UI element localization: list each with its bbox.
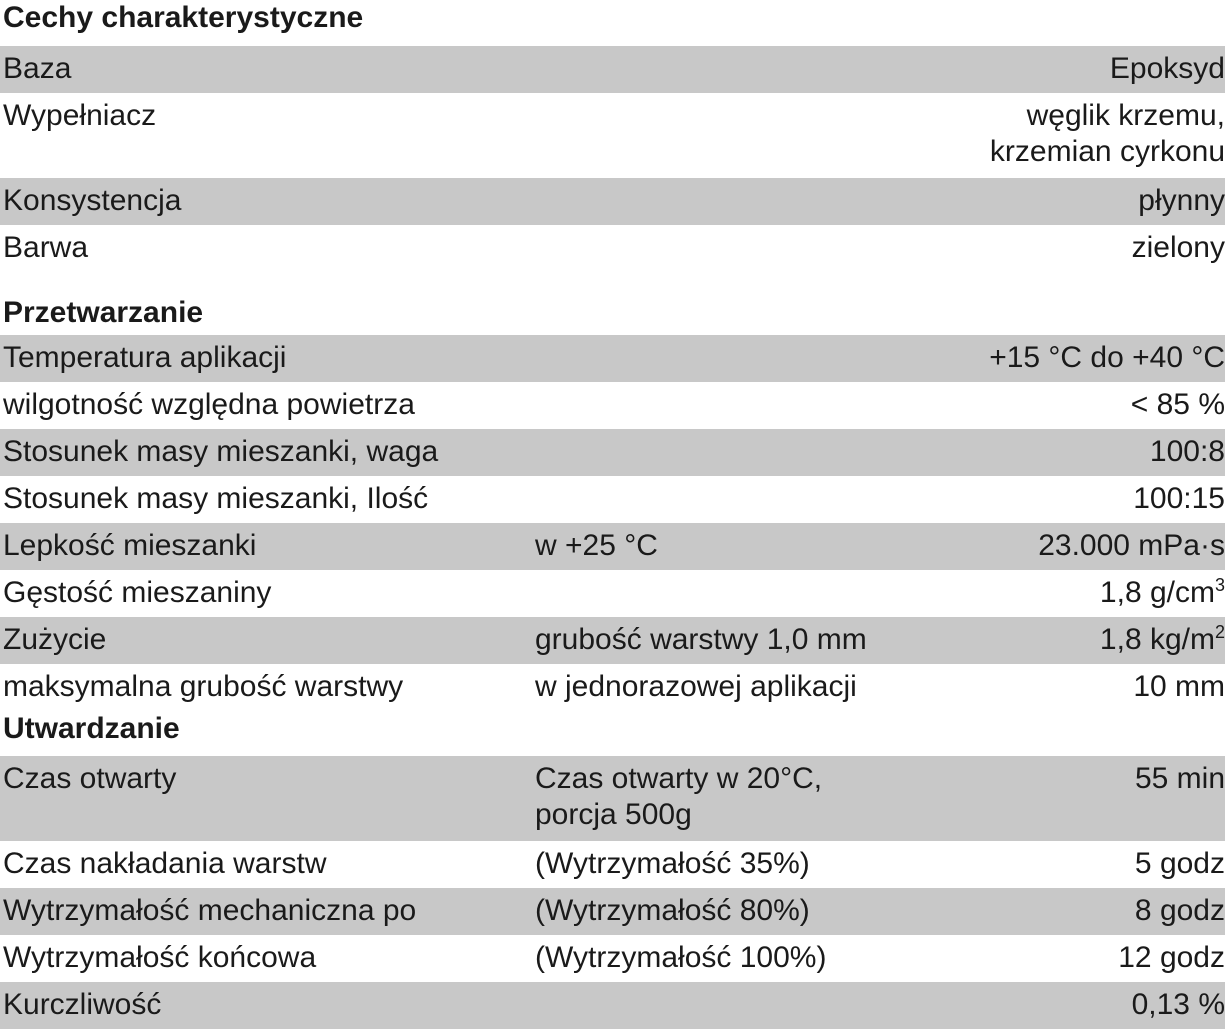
row-label: Kurczliwość [3, 988, 162, 1021]
row-condition [532, 481, 992, 523]
condition-line: Czas otwarty w 20°C, [535, 762, 823, 795]
table-row-consumption [0, 617, 1225, 664]
row-condition [532, 51, 992, 93]
row-value [992, 622, 1225, 664]
table-row-viscosity [0, 523, 1225, 570]
table-row-application-temperature [0, 335, 1225, 382]
row-value: 5 godz [1134, 847, 1225, 880]
row-value [990, 98, 1225, 178]
table-row-max-layer-thickness [0, 664, 1225, 711]
row-value: 0,13 % [1131, 988, 1225, 1021]
row-value: < 85 % [1130, 388, 1225, 421]
row-condition [532, 761, 992, 841]
row-condition [532, 987, 992, 1029]
row-label: maksymalna grubość warstwy [3, 670, 404, 703]
row-condition [531, 98, 990, 178]
table-row-mechanical-strength [0, 888, 1225, 935]
row-condition [530, 340, 989, 382]
row-condition [532, 183, 992, 225]
value-text: 1,8 g/cm [1099, 576, 1215, 609]
row-label: Baza [3, 52, 72, 85]
condition-line: porcja 500g [535, 798, 692, 831]
table-row-mix-ratio-volume [0, 476, 1225, 523]
row-label: Wytrzymałość mechaniczna po [3, 894, 417, 927]
row-label: Stosunek masy mieszanki, waga [3, 435, 439, 468]
row-value: Epoksyd [1109, 52, 1225, 85]
row-value: zielony [1131, 231, 1225, 264]
row-value: 23.000 mPa·s [1038, 529, 1225, 562]
table-row-open-time [0, 756, 1225, 841]
section-title-characteristics: Cechy charakterystyczne [3, 1, 364, 34]
table-row-consistency [0, 178, 1225, 225]
row-value: +15 °C do +40 °C [989, 341, 1225, 374]
row-label: Wypełniacz [3, 99, 157, 132]
row-condition: w +25 °C [535, 529, 658, 562]
value-superscript: 2 [1214, 622, 1225, 642]
row-condition: (Wytrzymałość 80%) [535, 894, 810, 927]
row-value: 8 godz [1134, 894, 1225, 927]
row-condition: grubość warstwy 1,0 mm [535, 623, 867, 656]
value-line: węglik krzemu, [1026, 99, 1225, 132]
row-value: 55 min [1134, 762, 1225, 795]
table-row-shrinkage [0, 982, 1225, 1029]
row-label: Konsystencja [3, 184, 182, 217]
row-condition: (Wytrzymałość 100%) [535, 941, 827, 974]
row-label: Gęstość mieszaniny [3, 576, 272, 609]
row-condition [532, 434, 992, 476]
row-value: 100:8 [1149, 435, 1225, 468]
row-label: wilgotność względna powietrza [3, 388, 415, 421]
row-label: Stosunek masy mieszanki, Ilość [3, 482, 429, 515]
row-condition [532, 575, 992, 617]
row-value: płynny [1138, 184, 1225, 217]
row-label: Czas otwarty [3, 762, 177, 795]
table-row-density [0, 570, 1225, 617]
table-row-final-strength [0, 935, 1225, 982]
row-condition [532, 230, 992, 272]
row-value: 100:15 [1133, 482, 1225, 515]
row-label: Barwa [3, 231, 89, 264]
row-label: Zużycie [3, 623, 107, 656]
row-label: Temperatura aplikacji [3, 341, 287, 374]
row-value: 10 mm [1133, 670, 1225, 703]
section-title-processing: Przetwarzanie [3, 296, 204, 329]
table-row-base [0, 46, 1225, 93]
row-value [992, 575, 1225, 617]
row-label: Wytrzymałość końcowa [3, 941, 317, 974]
table-row-mix-ratio-weight [0, 429, 1225, 476]
section-title-curing: Utwardzanie [3, 712, 180, 745]
value-text: 1,8 kg/m [1099, 623, 1215, 656]
row-label: Lepkość mieszanki [3, 529, 257, 562]
value-line: krzemian cyrkonu [989, 135, 1225, 168]
table-row-recoat-time [0, 841, 1225, 888]
value-superscript: 3 [1214, 575, 1225, 595]
table-row-filler [0, 93, 1225, 178]
table-row-color [0, 225, 1225, 272]
table-row-relative-humidity [0, 382, 1225, 429]
row-label: Czas nakładania warstw [3, 847, 327, 880]
row-condition: w jednorazowej aplikacji [535, 670, 857, 703]
row-condition [532, 387, 992, 429]
row-condition: (Wytrzymałość 35%) [535, 847, 810, 880]
row-value: 12 godz [1118, 941, 1225, 974]
